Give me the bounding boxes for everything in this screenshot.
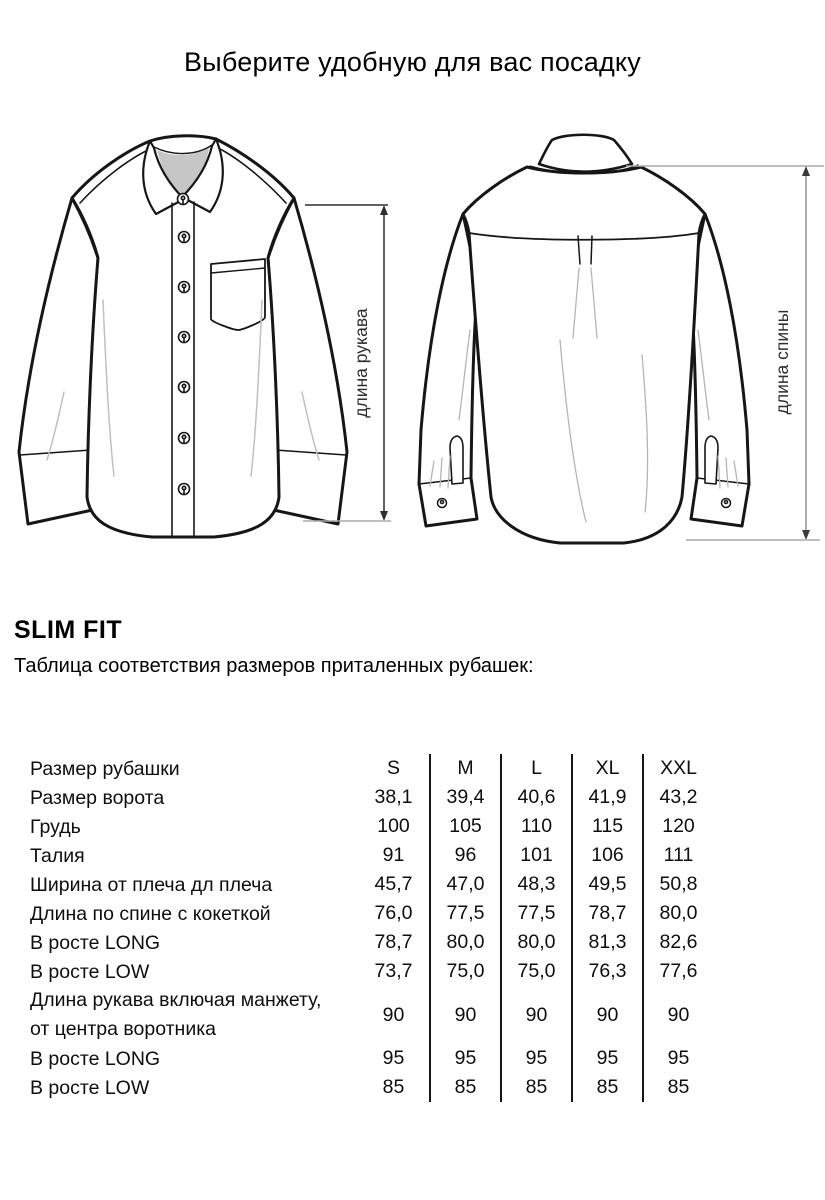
size-value-cell: 96 <box>429 841 500 870</box>
size-value-cell: 95 <box>571 1044 642 1073</box>
size-table-row <box>30 986 714 1044</box>
size-value-cell: 38,1 <box>374 786 413 808</box>
page-title: Выберите удобную для вас посадку <box>184 47 641 77</box>
row-label: Длина по спине с кокеткой <box>30 902 271 925</box>
size-value-cell: 95 <box>382 1047 405 1069</box>
size-column-header: S <box>386 757 400 779</box>
size-value-cell: 45,7 <box>374 873 413 895</box>
row-label: Грудь <box>30 815 81 838</box>
size-value-cell: 48,3 <box>500 870 571 899</box>
row-label: В росте LONG <box>30 1047 161 1070</box>
back-left-sleeve-placket <box>450 436 463 484</box>
size-value-cell: 95 <box>642 1044 713 1073</box>
back-length-label: длина спины <box>772 309 792 415</box>
back-dim-arrow-up-icon <box>802 166 810 176</box>
size-value-cell: 90 <box>642 986 713 1044</box>
size-value-cell: 47,0 <box>429 870 500 899</box>
size-value-cell: 78,7 <box>571 899 642 928</box>
size-value-cell: 39,4 <box>429 783 500 812</box>
row-label: В росте LONG <box>30 931 161 954</box>
size-table-row <box>30 899 714 928</box>
fit-section-heading: SLIM FIT <box>14 616 123 644</box>
size-table-row <box>30 870 714 899</box>
size-value-cell: 76,3 <box>571 957 642 986</box>
size-table-row <box>30 1073 714 1102</box>
size-value-cell: 49,5 <box>571 870 642 899</box>
size-value-cell: 80,0 <box>642 899 713 928</box>
row-label: Размер рубашки <box>30 757 180 780</box>
size-value-cell: 80,0 <box>500 928 571 957</box>
size-value-cell: 81,3 <box>571 928 642 957</box>
size-value-cell: 91 <box>382 844 405 866</box>
size-value-cell: 85 <box>429 1073 500 1102</box>
size-value-cell: 105 <box>429 812 500 841</box>
size-value-cell: 111 <box>642 841 713 870</box>
size-table <box>30 754 714 1102</box>
size-column-header: XL <box>571 754 642 783</box>
back-right-sleeve-placket <box>705 436 718 484</box>
size-value-cell: 85 <box>571 1073 642 1102</box>
row-label: В росте LOW <box>30 1076 150 1099</box>
size-value-cell: 85 <box>382 1076 405 1098</box>
size-table-row <box>30 783 714 812</box>
size-value-cell: 80,0 <box>429 928 500 957</box>
shirt-back-sketch <box>419 135 749 543</box>
size-value-cell: 50,8 <box>642 870 713 899</box>
size-value-cell: 82,6 <box>642 928 713 957</box>
size-table-header-row <box>30 754 714 783</box>
size-value-cell: 101 <box>500 841 571 870</box>
size-value-cell: 40,6 <box>500 783 571 812</box>
size-table-row <box>30 812 714 841</box>
size-value-cell: 115 <box>571 812 642 841</box>
size-value-cell: 73,7 <box>374 960 413 982</box>
shirt-front-sketch <box>19 136 347 537</box>
size-value-cell: 95 <box>429 1044 500 1073</box>
size-table-row <box>30 841 714 870</box>
size-table-row <box>30 928 714 957</box>
size-value-cell: 75,0 <box>500 957 571 986</box>
size-table-row <box>30 957 714 986</box>
back-collar <box>539 135 632 172</box>
row-label: Размер ворота <box>30 786 165 809</box>
row-label: Ширина от плеча дл плеча <box>30 873 273 896</box>
size-value-cell: 100 <box>377 815 410 837</box>
size-column-header: L <box>500 754 571 783</box>
size-column-header: XXL <box>642 754 713 783</box>
sleeve-length-label: длина рукава <box>351 308 371 418</box>
row-label: В росте LOW <box>30 960 150 983</box>
sleeve-dim-arrow-up-icon <box>380 205 388 215</box>
size-value-cell: 85 <box>500 1073 571 1102</box>
size-value-cell: 75,0 <box>429 957 500 986</box>
size-value-cell: 43,2 <box>642 783 713 812</box>
size-value-cell: 106 <box>571 841 642 870</box>
size-value-cell: 77,5 <box>500 899 571 928</box>
row-label: Длина рукава включая манжету, от центра воротника <box>30 989 322 1040</box>
size-value-cell: 41,9 <box>571 783 642 812</box>
row-label: Талия <box>30 844 85 867</box>
sleeve-dim-arrow-down-icon <box>380 511 388 521</box>
size-value-cell: 85 <box>642 1073 713 1102</box>
size-value-cell: 90 <box>500 986 571 1044</box>
size-column-header: M <box>429 754 500 783</box>
size-value-cell: 120 <box>642 812 713 841</box>
back-dim-arrow-down-icon <box>802 530 810 540</box>
back-body <box>463 167 705 543</box>
size-value-cell: 76,0 <box>374 902 413 924</box>
size-value-cell: 77,6 <box>642 957 713 986</box>
size-value-cell: 90 <box>571 986 642 1044</box>
size-value-cell: 90 <box>382 1003 405 1026</box>
size-value-cell: 78,7 <box>374 931 413 953</box>
fit-section-subtitle: Таблица соответствия размеров приталенных рубашек: <box>14 655 534 677</box>
size-value-cell: 95 <box>500 1044 571 1073</box>
size-value-cell: 90 <box>429 986 500 1044</box>
size-value-cell: 110 <box>500 812 571 841</box>
size-value-cell: 77,5 <box>429 899 500 928</box>
size-table-row <box>30 1044 714 1073</box>
front-pocket <box>211 259 265 330</box>
